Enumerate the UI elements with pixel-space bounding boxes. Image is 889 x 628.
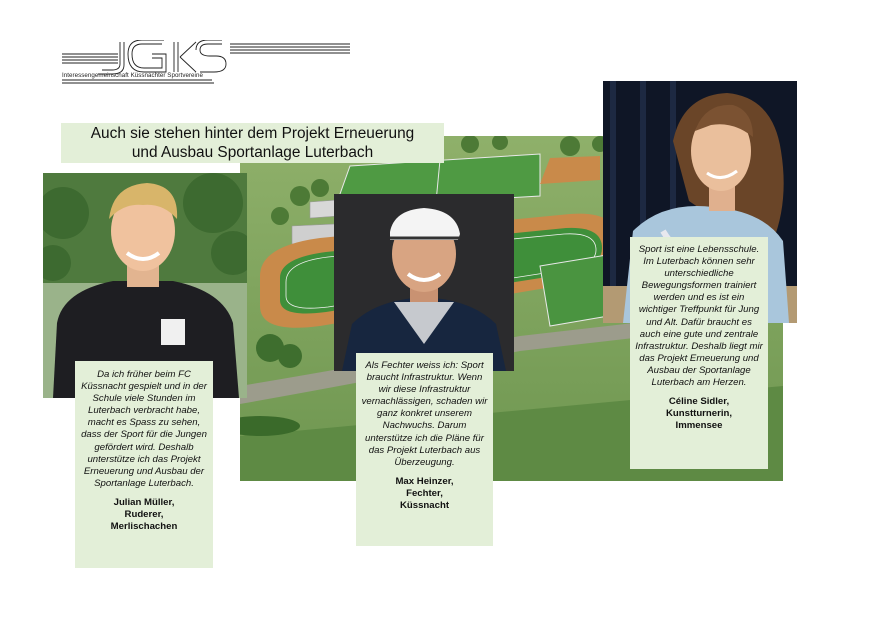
testimonial-author: [635, 396, 763, 432]
author-role: Fechter,: [406, 487, 443, 499]
testimonial-author: [79, 497, 209, 533]
title-line-2: und Ausbau Sportanlage Luterbach: [131, 144, 374, 161]
author-name: Céline Sidler,: [668, 396, 730, 408]
author-place: Immensee: [675, 420, 723, 432]
portrait-max: [334, 194, 514, 371]
logo-subtitle: Interessengemeinschaft Küssnachter Sportvereine: [62, 72, 203, 79]
author-place: Merlischachen: [110, 521, 178, 533]
title-line-1: Auch sie stehen hinter dem Projekt Erneuerung: [90, 125, 415, 142]
author-place: Küssnacht: [399, 500, 450, 512]
testimonial-celine: [630, 237, 768, 469]
testimonial-quote: Da ich früher beim FC Küssnacht gespielt und in der Schule viele Stunden im Luterbach verbracht habe, macht es Spass zu sehen, dass der Sport für die Jungen gefördert wird. Deshalb unterstütze ich das Projekt Erneuerung und Ausbau der Sportanlage Luterbach.: [81, 369, 207, 489]
jgks-logo: [62, 40, 352, 84]
testimonial-max: [356, 353, 493, 546]
testimonial-quote: Als Fechter weiss ich: Sport braucht Infrastruktur. Wenn wir diese Infrastruktur vernachlässigen, schaden wir ganz konkret unserem Nachwuchs. Darum unterstütze ich die Pläne für das Projekt Luterbach aus Überzeugung.: [361, 360, 488, 468]
author-name: Max Heinzer,: [395, 475, 454, 487]
page-title: [61, 123, 444, 163]
testimonial-julian: [75, 361, 213, 568]
author-role: Ruderer,: [124, 509, 164, 521]
testimonial-author: [360, 476, 489, 512]
author-name: Julian Müller,: [113, 496, 175, 508]
testimonial-quote: Sport ist eine Lebensschule. Im Luterbach können sehr unterschiedliche Bewegungsformen trainiert werden und es ist ein wichtiger Treffpunkt für Jung und Alt. Dafür braucht es auch eine gute und zentrale Infrastruktur. Deshalb liegt mir das Projekt Erneuerung und Ausbau der Sportanlage Luterbach am Herzen.: [635, 244, 763, 389]
author-role: Kunstturnerin,: [665, 408, 733, 420]
